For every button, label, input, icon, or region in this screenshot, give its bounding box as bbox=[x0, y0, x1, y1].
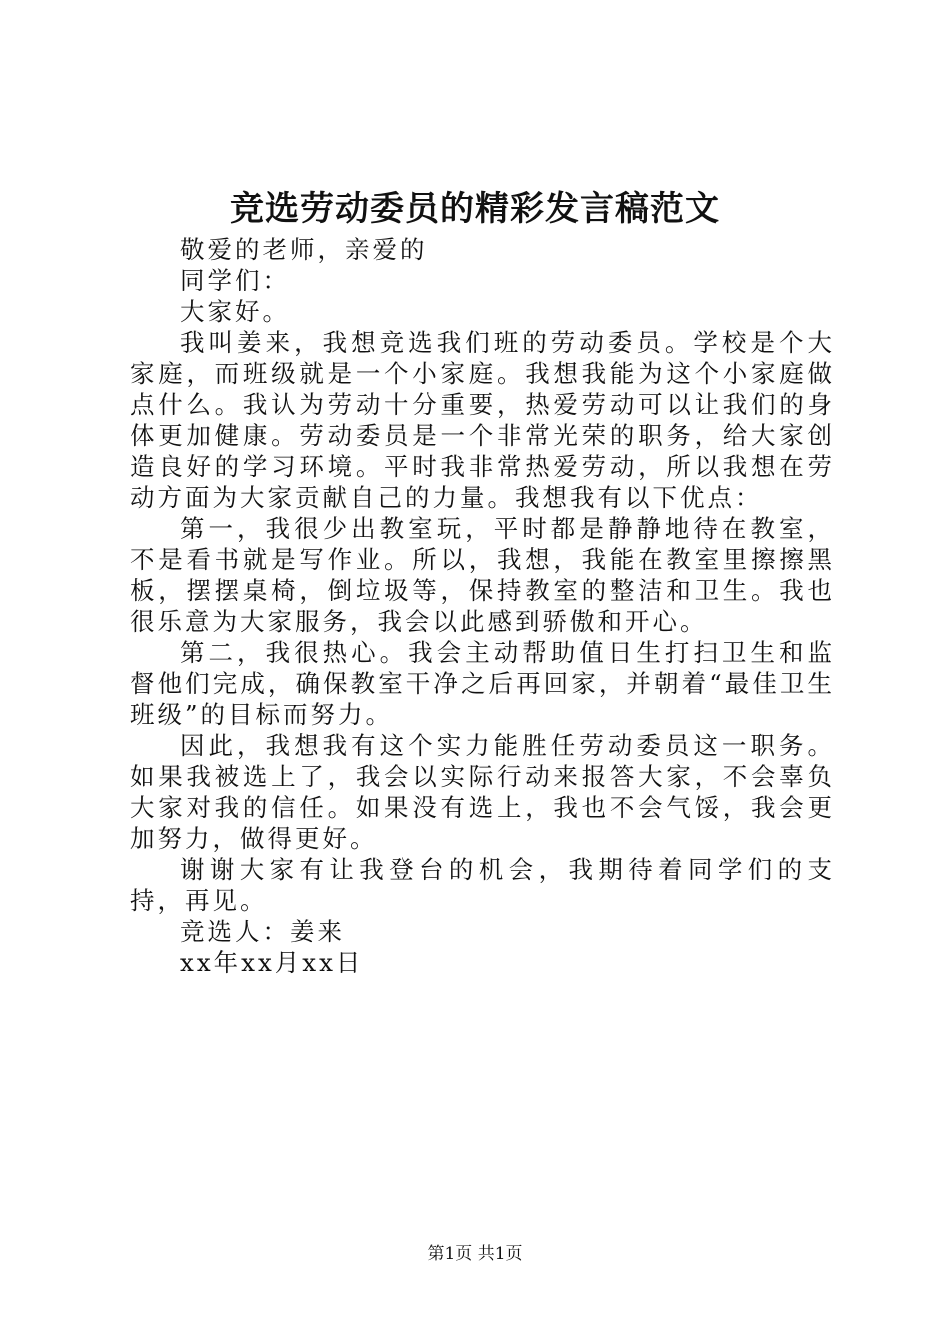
greeting: 大家好。 bbox=[180, 297, 290, 326]
date: xx年xx月xx日 bbox=[180, 948, 364, 977]
page-footer: 第1页 共1页 bbox=[427, 1244, 523, 1264]
salutation-line-1: 敬爱的老师，亲爱的 bbox=[180, 235, 428, 264]
paragraph-second-point: 第二，我很热心。我会主动帮助值日生打扫卫生和监督他们完成，确保教室干净之后再回家，并朝着“最佳卫生班级”的目标而努力。 bbox=[130, 638, 835, 729]
signature: 竞选人：姜来 bbox=[180, 917, 345, 946]
document-title: 竞选劳动委员的精彩发言稿范文 bbox=[230, 189, 720, 229]
paragraph-first-point: 第一，我很少出教室玩，平时都是静静地待在教室，不是看书就是写作业。所以，我想，我能在教室里擦擦黑板，摆摆桌椅，倒垃圾等，保持教室的整洁和卫生。我也很乐意为大家服务，我会以此感到骄傲和开心。 bbox=[130, 514, 835, 636]
paragraph-thanks: 谢谢大家有让我登台的机会，我期待着同学们的支持，再见。 bbox=[130, 855, 835, 915]
salutation-line-2: 同学们： bbox=[180, 266, 290, 295]
document-body bbox=[130, 234, 835, 978]
paragraph-intro: 我叫姜来，我想竞选我们班的劳动委员。学校是个大家庭，而班级就是一个小家庭。我想我能为这个小家庭做点什么。我认为劳动十分重要，热爱劳动可以让我们的身体更加健康。劳动委员是一个非常光荣的职务，给大家创造良好的学习环境。平时我非常热爱劳动，所以我想在劳动方面为大家贡献自己的力量。我想我有以下优点： bbox=[130, 328, 835, 512]
paragraph-conclusion: 因此，我想我有这个实力能胜任劳动委员这一职务。如果我被选上了，我会以实际行动来报答大家，不会辜负大家对我的信任。如果没有选上，我也不会气馁，我会更加努力，做得更好。 bbox=[130, 731, 835, 853]
